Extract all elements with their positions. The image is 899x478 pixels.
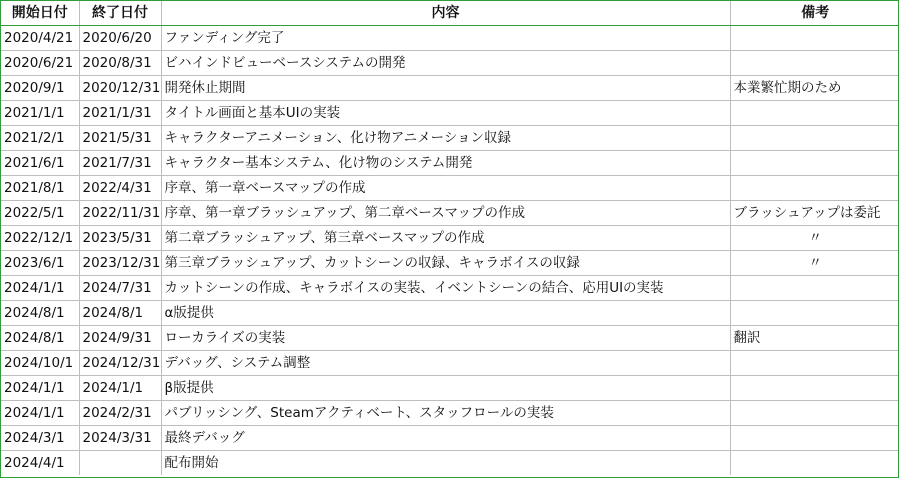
content-cell[interactable]: β版提供	[161, 376, 730, 401]
end-date-cell[interactable]: 2024/9/31	[79, 326, 161, 351]
start-date-cell[interactable]: 2022/5/1	[1, 201, 79, 226]
start-date-cell[interactable]: 2022/12/1	[1, 226, 79, 251]
end-date-cell[interactable]: 2021/1/31	[79, 101, 161, 126]
note-cell[interactable]	[730, 401, 899, 426]
start-date-cell[interactable]: 2024/4/1	[1, 451, 79, 476]
start-date-cell[interactable]: 2024/1/1	[1, 376, 79, 401]
start-date-cell[interactable]: 2020/9/1	[1, 76, 79, 101]
content-cell[interactable]: ローカライズの実装	[161, 326, 730, 351]
start-date-cell[interactable]: 2024/8/1	[1, 301, 79, 326]
content-cell[interactable]: 開発休止期間	[161, 76, 730, 101]
content-cell[interactable]: 配布開始	[161, 451, 730, 476]
start-date-cell[interactable]: 2023/6/1	[1, 251, 79, 276]
table-row	[1, 176, 899, 201]
schedule-table	[1, 1, 899, 475]
table-row	[1, 151, 899, 176]
start-date-cell[interactable]: 2021/2/1	[1, 126, 79, 151]
content-cell[interactable]: パブリッシング、Steamアクティベート、スタッフロールの実装	[161, 401, 730, 426]
start-date-cell[interactable]: 2024/3/1	[1, 426, 79, 451]
end-date-cell[interactable]: 2024/7/31	[79, 276, 161, 301]
end-date-cell[interactable]: 2020/8/31	[79, 51, 161, 76]
start-date-cell[interactable]: 2021/8/1	[1, 176, 79, 201]
content-cell[interactable]: カットシーンの作成、キャラボイスの実装、イベントシーンの結合、応用UIの実装	[161, 276, 730, 301]
end-date-cell[interactable]: 2021/7/31	[79, 151, 161, 176]
content-cell[interactable]: 序章、第一章ブラッシュアップ、第二章ベースマップの作成	[161, 201, 730, 226]
header-content[interactable]: 内容	[161, 1, 730, 26]
content-cell[interactable]: デバッグ、システム調整	[161, 351, 730, 376]
table-row	[1, 201, 899, 226]
table-row	[1, 376, 899, 401]
note-cell[interactable]: ブラッシュアップは委託	[730, 201, 899, 226]
header-row	[1, 1, 899, 26]
end-date-cell[interactable]: 2022/4/31	[79, 176, 161, 201]
table-body	[1, 26, 899, 476]
table-row	[1, 26, 899, 51]
content-cell[interactable]: ビハインドビューベースシステムの開発	[161, 51, 730, 76]
note-cell[interactable]	[730, 126, 899, 151]
content-cell[interactable]: 最終デバッグ	[161, 426, 730, 451]
table-row	[1, 351, 899, 376]
end-date-cell[interactable]: 2024/1/1	[79, 376, 161, 401]
start-date-cell[interactable]: 2020/6/21	[1, 51, 79, 76]
content-cell[interactable]: キャラクターアニメーション、化け物アニメーション収録	[161, 126, 730, 151]
note-cell[interactable]	[730, 151, 899, 176]
note-cell[interactable]	[730, 51, 899, 76]
start-date-cell[interactable]: 2024/8/1	[1, 326, 79, 351]
start-date-cell[interactable]: 2024/1/1	[1, 276, 79, 301]
note-cell[interactable]: 〃	[730, 226, 899, 251]
end-date-cell[interactable]: 2024/3/31	[79, 426, 161, 451]
note-cell[interactable]	[730, 376, 899, 401]
table-row	[1, 101, 899, 126]
table-row	[1, 51, 899, 76]
table-header	[1, 1, 899, 26]
table-row	[1, 426, 899, 451]
end-date-cell[interactable]: 2020/12/31	[79, 76, 161, 101]
end-date-cell[interactable]: 2024/8/1	[79, 301, 161, 326]
table-row	[1, 126, 899, 151]
table-row	[1, 251, 899, 276]
table-row	[1, 226, 899, 251]
content-cell[interactable]: 第二章ブラッシュアップ、第三章ベースマップの作成	[161, 226, 730, 251]
end-date-cell[interactable]: 2023/5/31	[79, 226, 161, 251]
end-date-cell[interactable]: 2024/2/31	[79, 401, 161, 426]
note-cell[interactable]	[730, 301, 899, 326]
end-date-cell[interactable]	[79, 451, 161, 476]
end-date-cell[interactable]: 2023/12/31	[79, 251, 161, 276]
end-date-cell[interactable]: 2021/5/31	[79, 126, 161, 151]
end-date-cell[interactable]: 2024/12/31	[79, 351, 161, 376]
note-cell[interactable]	[730, 26, 899, 51]
start-date-cell[interactable]: 2024/1/1	[1, 401, 79, 426]
note-cell[interactable]	[730, 426, 899, 451]
content-cell[interactable]: キャラクター基本システム、化け物のシステム開発	[161, 151, 730, 176]
header-start-date[interactable]: 開始日付	[1, 1, 79, 26]
note-cell[interactable]	[730, 451, 899, 476]
note-cell[interactable]: 翻訳	[730, 326, 899, 351]
note-cell[interactable]: 〃	[730, 251, 899, 276]
start-date-cell[interactable]: 2021/1/1	[1, 101, 79, 126]
header-end-date[interactable]: 終了日付	[79, 1, 161, 26]
end-date-cell[interactable]: 2020/6/20	[79, 26, 161, 51]
content-cell[interactable]: タイトル画面と基本UIの実装	[161, 101, 730, 126]
content-cell[interactable]: 第三章ブラッシュアップ、カットシーンの収録、キャラボイスの収録	[161, 251, 730, 276]
table-row	[1, 401, 899, 426]
table-row	[1, 276, 899, 301]
note-cell[interactable]: 本業繁忙期のため	[730, 76, 899, 101]
content-cell[interactable]: α版提供	[161, 301, 730, 326]
header-note[interactable]: 備考	[730, 1, 899, 26]
note-cell[interactable]	[730, 276, 899, 301]
note-cell[interactable]	[730, 176, 899, 201]
note-cell[interactable]	[730, 101, 899, 126]
table-row	[1, 301, 899, 326]
start-date-cell[interactable]: 2020/4/21	[1, 26, 79, 51]
note-cell[interactable]	[730, 351, 899, 376]
end-date-cell[interactable]: 2022/11/31	[79, 201, 161, 226]
start-date-cell[interactable]: 2024/10/1	[1, 351, 79, 376]
table-row	[1, 451, 899, 476]
table-row	[1, 326, 899, 351]
content-cell[interactable]: ファンディング完了	[161, 26, 730, 51]
content-cell[interactable]: 序章、第一章ベースマップの作成	[161, 176, 730, 201]
start-date-cell[interactable]: 2021/6/1	[1, 151, 79, 176]
table-row	[1, 76, 899, 101]
